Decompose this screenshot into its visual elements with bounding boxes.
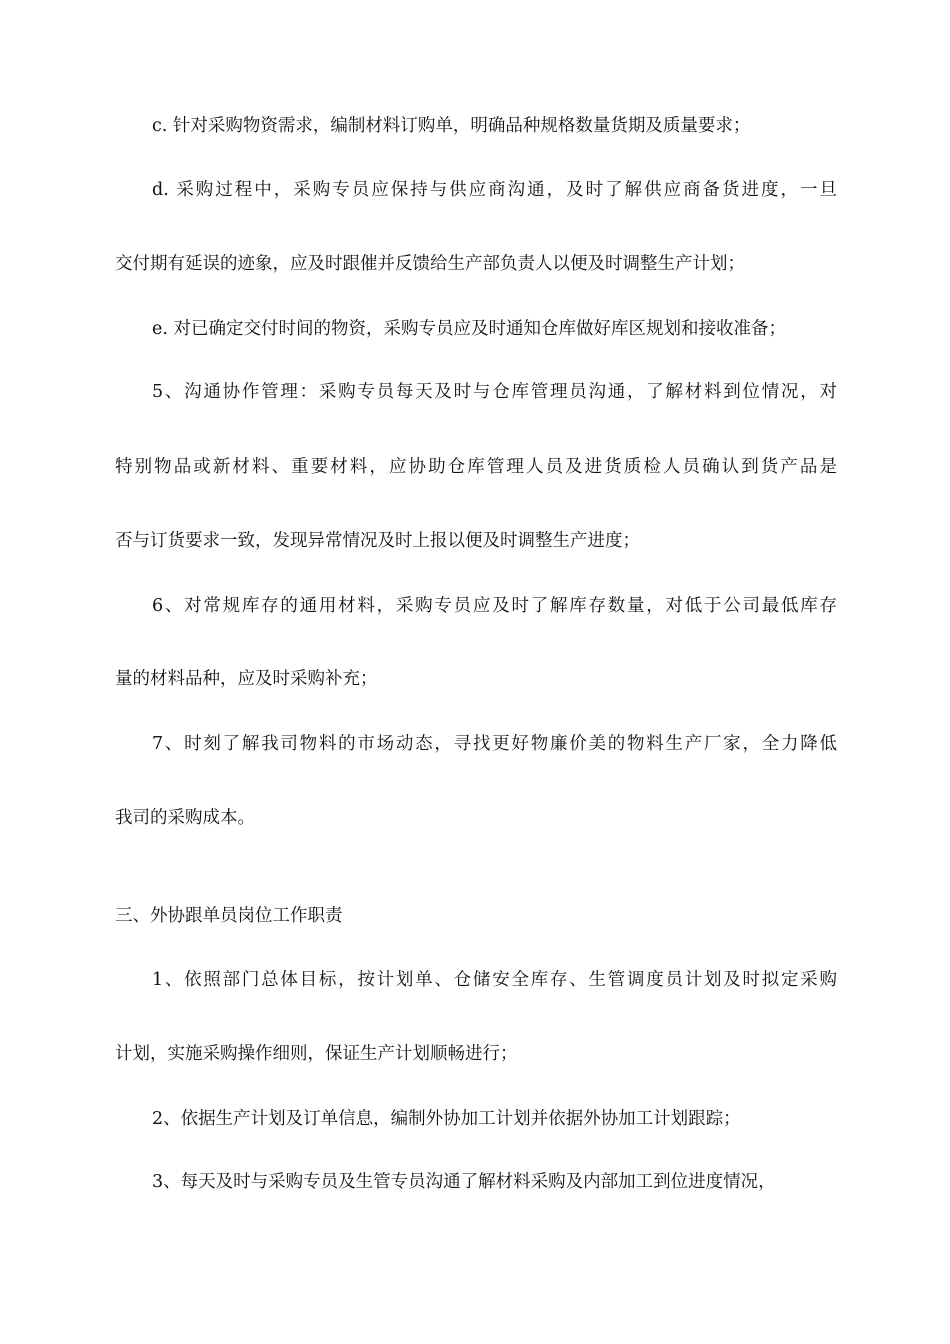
text-line-section3-item-1-cont: 计划，实施采购操作细则，保证生产计划顺畅进行； (115, 1044, 518, 1064)
text-line-d: d. 采购过程中，采购专员应保持与供应商沟通，及时了解供应商备货进度，一旦 (152, 180, 837, 200)
text-line-item-6: 6、对常规库存的通用材料，采购专员应及时了解库存数量，对低于公司最低库存 (152, 596, 837, 616)
text-line-section3-item-2: 2、依据生产计划及订单信息，编制外协加工计划并依据外协加工计划跟踪； (152, 1109, 741, 1129)
text-line-section3-item-1: 1、依照部门总体目标，按计划单、仓储安全库存、生管调度员计划及时拟定采购 (152, 970, 837, 990)
text-line-section3-item-3: 3、每天及时与采购专员及生管专员沟通了解材料采购及内部加工到位进度情况， (152, 1172, 776, 1192)
text-line-e: e. 对已确定交付时间的物资，采购专员应及时通知仓库做好库区规划和接收准备； (152, 319, 786, 339)
text-line-item-6-cont: 量的材料品种，应及时采购补充； (115, 669, 378, 689)
text-line-item-7: 7、时刻了解我司物料的市场动态，寻找更好物廉价美的物料生产厂家，全力降低 (152, 734, 837, 754)
text-line-item-5-cont-1: 特别物品或新材料、重要材料，应协助仓库管理人员及进货质检人员确认到货产品是 (115, 457, 837, 477)
text-line-item-5-cont-2: 否与订货要求一致，发现异常情况及时上报以便及时调整生产进度； (115, 531, 640, 551)
section-heading: 三、外协跟单员岗位工作职责 (115, 906, 343, 926)
text-line-item-7-cont: 我司的采购成本。 (115, 808, 255, 828)
text-line-d-cont: 交付期有延误的迹象，应及时跟催并反馈给生产部负责人以便及时调整生产计划； (115, 254, 745, 274)
text-line-item-5: 5、沟通协作管理：采购专员每天及时与仓库管理员沟通，了解材料到位情况，对 (152, 382, 837, 402)
text-line-c: c. 针对采购物资需求，编制材料订购单，明确品种规格数量货期及质量要求； (152, 116, 751, 136)
